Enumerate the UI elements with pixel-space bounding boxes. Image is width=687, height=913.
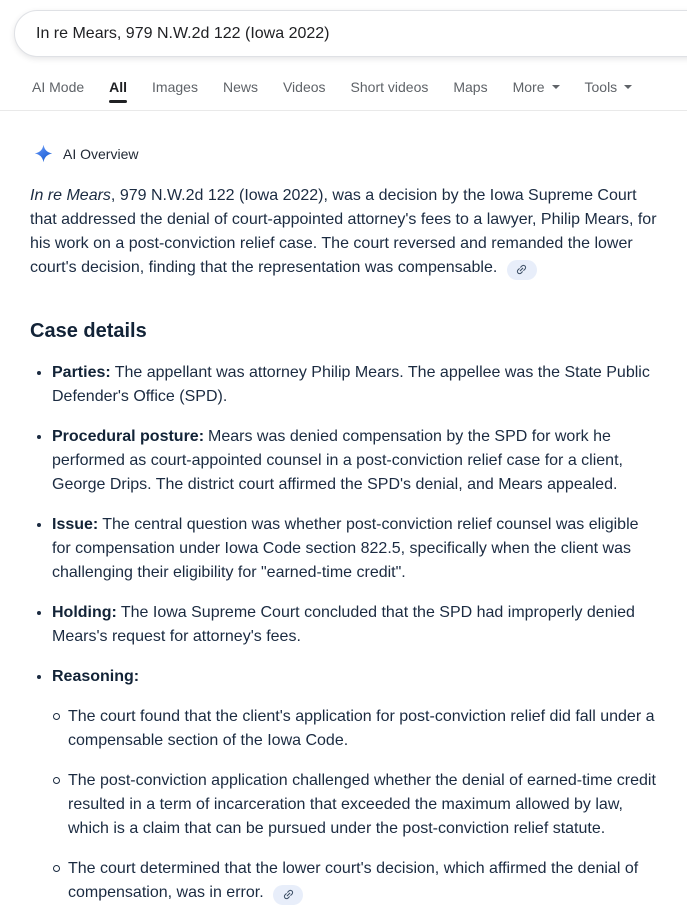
tab-tools[interactable]: Tools: [585, 70, 633, 110]
ai-overview-panel: [0, 144, 687, 905]
bullet-label: Issue:: [52, 516, 99, 533]
list-item-parties: [30, 361, 659, 409]
tab-more[interactable]: More: [513, 70, 560, 110]
link-icon: [282, 888, 295, 901]
bullet-text: The central question was whether post-conviction relief counsel was eligible for compensation under Iowa Code section 822.5, specifically when the client was challenging their eligibility for "earned-time credit".: [52, 516, 639, 581]
list-item-issue: [30, 513, 659, 585]
bullet-label: Reasoning:: [52, 668, 140, 685]
bullet-text: Mears was denied compensation by the SPD for work he performed as court-appointed counsel in a post-conviction relief case for a client, George Drips. The district court affirmed the SPD's denial, and Mears appealed.: [52, 428, 623, 493]
tab-news[interactable]: News: [222, 79, 258, 95]
sub-bullet-text: The court found that the client's application for post-conviction relief did fall under a compensable section of the Iowa Code.: [68, 708, 655, 749]
source-link-chip[interactable]: [273, 885, 303, 905]
bullet-text: The appellant was attorney Philip Mears. The appellee was the State Public Defender's Office (SPD).: [52, 364, 650, 405]
case-name-italic: In re Mears: [30, 187, 111, 204]
list-item-procedural-posture: [30, 425, 659, 497]
list-item-holding: [30, 601, 659, 649]
case-details-heading: Case details: [30, 320, 147, 342]
tab-all[interactable]: All: [109, 70, 127, 110]
list-item-reasoning: [30, 665, 659, 905]
tab-maps[interactable]: Maps: [453, 79, 488, 95]
tab-images[interactable]: Images: [152, 79, 198, 95]
search-bar[interactable]: [14, 10, 687, 57]
reasoning-sublist: [52, 705, 659, 905]
sub-list-item: [52, 769, 659, 841]
ai-overview-intro: [30, 184, 659, 280]
tab-videos[interactable]: Videos: [282, 79, 326, 95]
intro-text: , 979 N.W.2d 122 (Iowa 2022), was a decision by the Iowa Supreme Court that addressed the denial of court-appointed attorney's fees to a lawyer, Philip Mears, for his work on a post-conviction relief case. The court reversed and remanded the lower court's decision, finding that the representation was compensable.: [30, 187, 657, 276]
bullet-label: Procedural posture:: [52, 428, 205, 445]
ai-overview-label: AI Overview: [63, 145, 139, 162]
case-details-list: [30, 361, 659, 905]
link-icon: [515, 263, 528, 276]
search-query-input[interactable]: In re Mears, 979 N.W.2d 122 (Iowa 2022): [36, 24, 330, 42]
chevron-down-icon: [552, 85, 560, 89]
bullet-label: Holding:: [52, 604, 117, 621]
sub-list-item: [52, 705, 659, 753]
sub-bullet-text: The court determined that the lower court's decision, which affirmed the denial of compensation, was in error.: [68, 860, 639, 901]
bullet-label: Parties:: [52, 364, 111, 381]
tab-ai-mode[interactable]: AI Mode: [32, 79, 85, 95]
result-tabs: [0, 70, 687, 111]
ai-overview-header: [34, 144, 687, 163]
ai-sparkle-icon: [34, 144, 53, 163]
source-link-chip[interactable]: [507, 260, 537, 280]
tab-short-videos[interactable]: Short videos: [350, 79, 429, 95]
sub-list-item: [52, 857, 659, 905]
bullet-text: The Iowa Supreme Court concluded that the SPD had improperly denied Mears's request for attorney's fees.: [52, 604, 635, 645]
chevron-down-icon: [624, 85, 632, 89]
sub-bullet-text: The post-conviction application challenged whether the denial of earned-time credit resulted in a term of incarceration that exceeded the maximum allowed by law, which is a claim that can be pursued under the post-conviction relief statute.: [68, 772, 656, 837]
search-bar-container: [0, 0, 687, 57]
